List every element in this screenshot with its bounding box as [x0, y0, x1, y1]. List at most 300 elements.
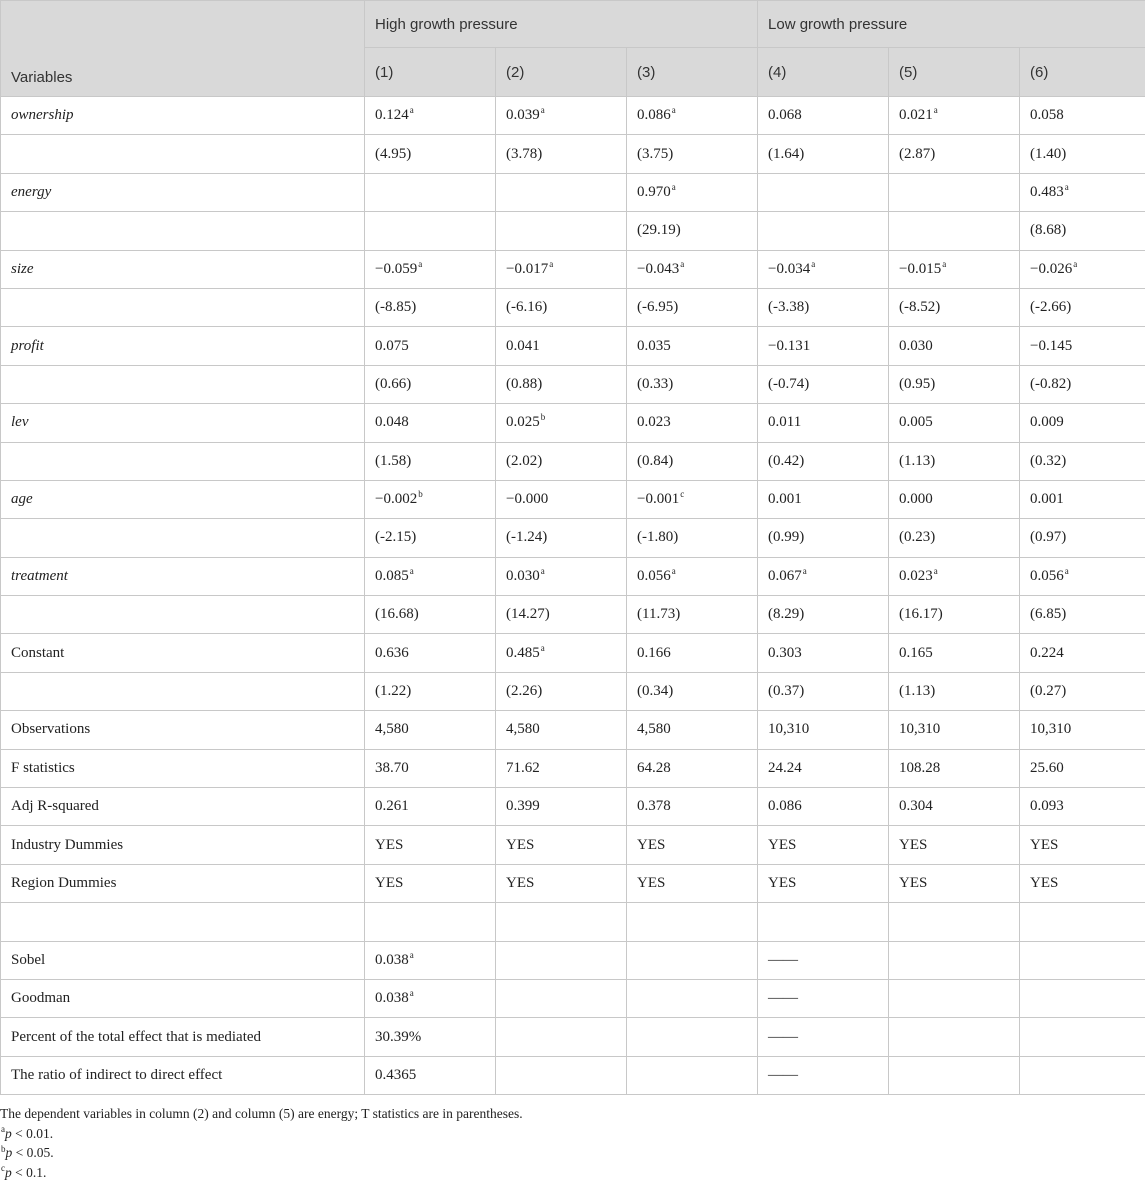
table-cell	[758, 404, 889, 442]
cell-value: YES	[637, 836, 666, 853]
table-cell	[627, 749, 758, 787]
table-cell	[1020, 557, 1145, 595]
row-label: Industry Dummies	[1, 826, 365, 864]
table-cell	[627, 864, 758, 902]
table-row	[1, 442, 1145, 480]
table-cell	[365, 711, 496, 749]
cell-value: (0.95)	[899, 375, 936, 392]
table-cell	[496, 979, 627, 1017]
table-cell	[496, 903, 627, 941]
cell-value: (16.68)	[375, 606, 419, 623]
table-cell	[1020, 519, 1145, 557]
table-cell	[1020, 672, 1145, 710]
significance-marker: a	[933, 105, 938, 116]
cell-value: −0.015	[899, 260, 942, 277]
cell-value: (29.19)	[637, 222, 681, 239]
table-cell	[627, 404, 758, 442]
variables-header: Variables	[1, 1, 365, 97]
cell-value: 0.165	[899, 644, 933, 661]
table-cell	[1020, 97, 1145, 135]
table-cell	[365, 596, 496, 634]
cell-value: (2.26)	[506, 683, 543, 700]
cell-value: −0.145	[1030, 337, 1073, 354]
cell-value: 0.636	[375, 644, 409, 661]
cell-value: 0.023	[637, 414, 671, 431]
cell-value: ——	[768, 951, 799, 968]
group-high-header: High growth pressure	[365, 1, 758, 48]
table-row	[1, 557, 1145, 595]
table-cell	[1020, 596, 1145, 634]
table-cell	[365, 634, 496, 672]
cell-value: 0.048	[375, 414, 409, 431]
cell-value: ——	[768, 1028, 799, 1045]
table-cell	[496, 250, 627, 288]
cell-value: (0.27)	[1030, 683, 1067, 700]
table-cell	[365, 864, 496, 902]
table-cell	[758, 979, 889, 1017]
row-label: Sobel	[1, 941, 365, 979]
cell-value: (3.78)	[506, 145, 543, 162]
significance-marker: a	[1064, 181, 1069, 192]
table-cell	[758, 941, 889, 979]
table-cell	[627, 903, 758, 941]
table-cell	[758, 327, 889, 365]
table-cell	[365, 442, 496, 480]
table-cell	[1020, 749, 1145, 787]
table-cell	[758, 903, 889, 941]
row-label	[1, 672, 365, 710]
table-row	[1, 749, 1145, 787]
cell-value: 4,580	[637, 721, 671, 738]
col-header-1: (1)	[365, 48, 496, 97]
table-cell	[889, 519, 1020, 557]
cell-value: 0.166	[637, 644, 671, 661]
table-row	[1, 979, 1145, 1017]
row-label	[1, 442, 365, 480]
cell-value: (0.37)	[768, 683, 805, 700]
table-cell	[758, 596, 889, 634]
col-header-6: (6)	[1020, 48, 1145, 97]
table-cell	[627, 212, 758, 250]
table-row	[1, 711, 1145, 749]
significance-marker: b	[418, 489, 423, 500]
cell-value: −0.017	[506, 260, 549, 277]
table-cell	[1020, 288, 1145, 326]
cell-value: 0.009	[1030, 414, 1064, 431]
cell-value: 0.021	[899, 107, 933, 124]
table-cell	[627, 173, 758, 211]
significance-marker: c	[680, 489, 685, 500]
cell-value: −0.000	[506, 491, 549, 508]
cell-value: 0.001	[768, 491, 802, 508]
significance-marker: a	[1064, 565, 1069, 576]
cell-value: 0.005	[899, 414, 933, 431]
cell-value: 10,310	[768, 721, 810, 738]
cell-value: YES	[375, 875, 404, 891]
table-cell	[627, 672, 758, 710]
cell-value: 30.39%	[375, 1028, 422, 1045]
significance-marker: a	[671, 181, 676, 192]
cell-value: −0.043	[637, 260, 680, 277]
cell-value: YES	[768, 875, 797, 891]
table-row	[1, 826, 1145, 864]
significance-marker: a	[540, 642, 545, 653]
cell-value: (1.13)	[899, 683, 936, 700]
table-cell	[1020, 979, 1145, 1017]
cell-value: 4,580	[375, 721, 409, 738]
cell-value: 0.378	[637, 798, 671, 815]
cell-value: 0.124	[375, 107, 409, 124]
table-cell	[889, 979, 1020, 1017]
table-cell	[496, 212, 627, 250]
row-label: age	[1, 480, 365, 518]
table-cell	[496, 1056, 627, 1094]
table-cell	[1020, 903, 1145, 941]
cell-value: 0.039	[506, 107, 540, 124]
cell-value: 0.085	[375, 567, 409, 584]
table-cell	[365, 365, 496, 403]
cell-value: (-6.95)	[637, 299, 679, 316]
table-cell	[758, 135, 889, 173]
cell-value: (2.87)	[899, 145, 936, 162]
table-cell	[889, 711, 1020, 749]
note-main: The dependent variables in column (2) and column (5) are energy; T statistics are in parentheses.	[0, 1106, 523, 1121]
table-cell	[758, 288, 889, 326]
cell-value: 0.025	[506, 414, 540, 431]
cell-value: (0.84)	[637, 452, 674, 469]
row-label: Goodman	[1, 979, 365, 1017]
cell-value: (0.42)	[768, 452, 805, 469]
table-cell	[365, 327, 496, 365]
table-cell	[365, 749, 496, 787]
table-cell	[889, 749, 1020, 787]
table-cell	[365, 135, 496, 173]
cell-value: (-2.66)	[1030, 299, 1072, 316]
cell-value: (-0.82)	[1030, 375, 1072, 392]
cell-value: 24.24	[768, 759, 802, 776]
table-cell	[889, 404, 1020, 442]
table-cell	[1020, 1018, 1145, 1056]
table-cell	[496, 672, 627, 710]
table-cell	[627, 519, 758, 557]
cell-value: −0.001	[637, 491, 680, 508]
cell-value: (8.68)	[1030, 222, 1067, 239]
cell-value: (0.88)	[506, 375, 543, 392]
cell-value: ——	[768, 990, 799, 1007]
table-cell	[758, 826, 889, 864]
table-row	[1, 327, 1145, 365]
table-cell	[1020, 365, 1145, 403]
significance-marker: a	[1073, 258, 1078, 269]
table-row	[1, 672, 1145, 710]
table-cell	[496, 941, 627, 979]
table-cell	[758, 1056, 889, 1094]
row-label	[1, 365, 365, 403]
cell-value: YES	[1030, 836, 1059, 853]
cell-value: 0.075	[375, 337, 409, 354]
table-cell	[889, 173, 1020, 211]
table-cell	[365, 1018, 496, 1056]
table-row	[1, 634, 1145, 672]
table-cell	[627, 711, 758, 749]
table-cell	[1020, 327, 1145, 365]
row-label	[1, 135, 365, 173]
table-cell	[889, 442, 1020, 480]
significance-marker: a	[942, 258, 947, 269]
cell-value: (1.22)	[375, 683, 412, 700]
table-cell	[758, 672, 889, 710]
table-cell	[889, 365, 1020, 403]
cell-value: (0.34)	[637, 683, 674, 700]
table-row	[1, 519, 1145, 557]
table-cell	[496, 519, 627, 557]
significance-marker: a	[409, 949, 414, 960]
table-cell	[1020, 941, 1145, 979]
table-cell	[758, 557, 889, 595]
table-row	[1, 1018, 1145, 1056]
row-label: F statistics	[1, 749, 365, 787]
cell-value: YES	[899, 836, 928, 853]
table-cell	[889, 596, 1020, 634]
table-cell	[1020, 788, 1145, 826]
cell-value: 0.058	[1030, 107, 1064, 124]
cell-value: 0.224	[1030, 644, 1064, 661]
table-cell	[1020, 135, 1145, 173]
table-cell	[496, 404, 627, 442]
table-cell	[627, 941, 758, 979]
cell-value: (-3.38)	[768, 299, 810, 316]
cell-value: (3.75)	[637, 145, 674, 162]
table-cell	[627, 979, 758, 1017]
table-cell	[758, 250, 889, 288]
table-cell	[758, 173, 889, 211]
cell-value: 0.041	[506, 337, 540, 354]
table-row	[1, 404, 1145, 442]
significance-marker: a	[811, 258, 816, 269]
significance-marker: a	[409, 565, 414, 576]
row-label: Observations	[1, 711, 365, 749]
col-header-3: (3)	[627, 48, 758, 97]
table-row	[1, 788, 1145, 826]
table-cell	[627, 135, 758, 173]
cell-value: 0.038	[375, 990, 409, 1007]
significance-marker: a	[671, 565, 676, 576]
row-label	[1, 519, 365, 557]
row-label	[1, 288, 365, 326]
table-cell	[627, 327, 758, 365]
table-cell	[365, 173, 496, 211]
cell-value: 4,580	[506, 721, 540, 738]
cell-value: (0.66)	[375, 375, 412, 392]
table-cell	[889, 327, 1020, 365]
table-cell	[627, 288, 758, 326]
significance-marker: a	[802, 565, 807, 576]
table-cell	[627, 480, 758, 518]
table-notes	[0, 1104, 1145, 1182]
cell-value: 0.030	[899, 337, 933, 354]
significance-marker: a	[540, 565, 545, 576]
cell-value: YES	[1030, 875, 1059, 891]
row-label: energy	[1, 173, 365, 211]
cell-value: 0.001	[1030, 491, 1064, 508]
cell-value: (0.99)	[768, 529, 805, 546]
table-header	[1, 1, 1145, 97]
note-c: $^c$p < 0.1.	[1, 1163, 47, 1180]
significance-marker: a	[680, 258, 685, 269]
table-cell	[496, 365, 627, 403]
table-cell	[889, 250, 1020, 288]
table-cell	[889, 672, 1020, 710]
cell-value: (1.58)	[375, 452, 412, 469]
group-low-header: Low growth pressure	[758, 1, 1145, 48]
row-label	[1, 596, 365, 634]
cell-value: 0.304	[899, 798, 933, 815]
cell-value: (-8.52)	[899, 299, 941, 316]
table-cell	[365, 250, 496, 288]
cell-value: −0.131	[768, 337, 811, 354]
table-cell	[627, 1018, 758, 1056]
table-cell	[496, 596, 627, 634]
table-cell	[1020, 480, 1145, 518]
cell-value: 0.023	[899, 567, 933, 584]
cell-value: −0.059	[375, 260, 418, 277]
cell-value: (6.85)	[1030, 606, 1067, 623]
cell-value: 64.28	[637, 759, 671, 776]
cell-value: (1.64)	[768, 145, 805, 162]
cell-value: −0.026	[1030, 260, 1073, 277]
significance-marker: a	[409, 105, 414, 116]
significance-marker: b	[540, 412, 546, 423]
cell-value: 0.483	[1030, 183, 1064, 200]
table-cell	[365, 903, 496, 941]
cell-value: 71.62	[506, 759, 540, 776]
table-cell	[889, 864, 1020, 902]
significance-marker: a	[409, 988, 414, 999]
cell-value: ——	[768, 1066, 799, 1083]
significance-marker: a	[418, 258, 423, 269]
table-cell	[365, 941, 496, 979]
row-label	[1, 903, 365, 941]
cell-value: (-1.80)	[637, 529, 679, 546]
table-cell	[496, 826, 627, 864]
table-cell	[365, 826, 496, 864]
cell-value: YES	[899, 875, 928, 891]
table-row	[1, 250, 1145, 288]
table-cell	[758, 788, 889, 826]
table-cell	[496, 749, 627, 787]
table-cell	[889, 97, 1020, 135]
table-cell	[365, 519, 496, 557]
table-cell	[889, 903, 1020, 941]
col-header-4: (4)	[758, 48, 889, 97]
cell-value: (-8.85)	[375, 299, 417, 316]
table-cell	[889, 634, 1020, 672]
table-cell	[889, 1056, 1020, 1094]
table-row	[1, 1056, 1145, 1094]
table-cell	[365, 672, 496, 710]
table-row	[1, 173, 1145, 211]
table-cell	[496, 788, 627, 826]
table-cell	[758, 519, 889, 557]
table-cell	[1020, 634, 1145, 672]
cell-value: 0.970	[637, 183, 671, 200]
cell-value: (1.40)	[1030, 145, 1067, 162]
cell-value: 0.067	[768, 567, 802, 584]
table-cell	[365, 557, 496, 595]
table-cell	[365, 788, 496, 826]
cell-value: 0.086	[637, 107, 671, 124]
row-label: Adj R-squared	[1, 788, 365, 826]
table-cell	[496, 442, 627, 480]
table-cell	[627, 788, 758, 826]
table-row	[1, 903, 1145, 941]
table-cell	[496, 97, 627, 135]
row-label: The ratio of indirect to direct effect	[1, 1056, 365, 1094]
table-cell	[758, 212, 889, 250]
row-label: ownership	[1, 97, 365, 135]
table-row	[1, 97, 1145, 135]
table-cell	[889, 288, 1020, 326]
table-cell	[496, 288, 627, 326]
row-label: Percent of the total effect that is mediated	[1, 1018, 365, 1056]
table-cell	[758, 442, 889, 480]
cell-value: 0.4365	[375, 1066, 417, 1083]
table-cell	[1020, 826, 1145, 864]
cell-value: 0.035	[637, 337, 671, 354]
cell-value: (4.95)	[375, 145, 412, 162]
table-cell	[889, 557, 1020, 595]
row-label: lev	[1, 404, 365, 442]
table-cell	[889, 788, 1020, 826]
cell-value: YES	[637, 875, 666, 891]
table-row	[1, 864, 1145, 902]
table-cell	[1020, 173, 1145, 211]
significance-marker: a	[549, 258, 554, 269]
cell-value: 0.261	[375, 798, 409, 815]
table-cell	[889, 1018, 1020, 1056]
row-label: profit	[1, 327, 365, 365]
table-cell	[365, 288, 496, 326]
cell-value: YES	[506, 836, 535, 853]
row-label: size	[1, 250, 365, 288]
table-cell	[627, 442, 758, 480]
cell-value: 0.056	[637, 567, 671, 584]
cell-value: 0.399	[506, 798, 540, 815]
cell-value: 108.28	[899, 759, 941, 776]
col-header-2: (2)	[496, 48, 627, 97]
table-cell	[627, 97, 758, 135]
table-cell	[496, 864, 627, 902]
cell-value: 25.60	[1030, 759, 1064, 776]
table-cell	[758, 634, 889, 672]
table-cell	[496, 557, 627, 595]
table-cell	[1020, 1056, 1145, 1094]
cell-value: 0.030	[506, 567, 540, 584]
table-cell	[365, 97, 496, 135]
cell-value: (-1.24)	[506, 529, 548, 546]
cell-value: (14.27)	[506, 606, 550, 623]
table-cell	[758, 365, 889, 403]
cell-value: 0.485	[506, 644, 540, 661]
cell-value: (-6.16)	[506, 299, 548, 316]
table-cell	[1020, 442, 1145, 480]
table-cell	[758, 711, 889, 749]
cell-value: 0.303	[768, 644, 802, 661]
table-cell	[758, 864, 889, 902]
table-cell	[758, 749, 889, 787]
cell-value: (0.33)	[637, 375, 674, 392]
table-cell	[365, 404, 496, 442]
